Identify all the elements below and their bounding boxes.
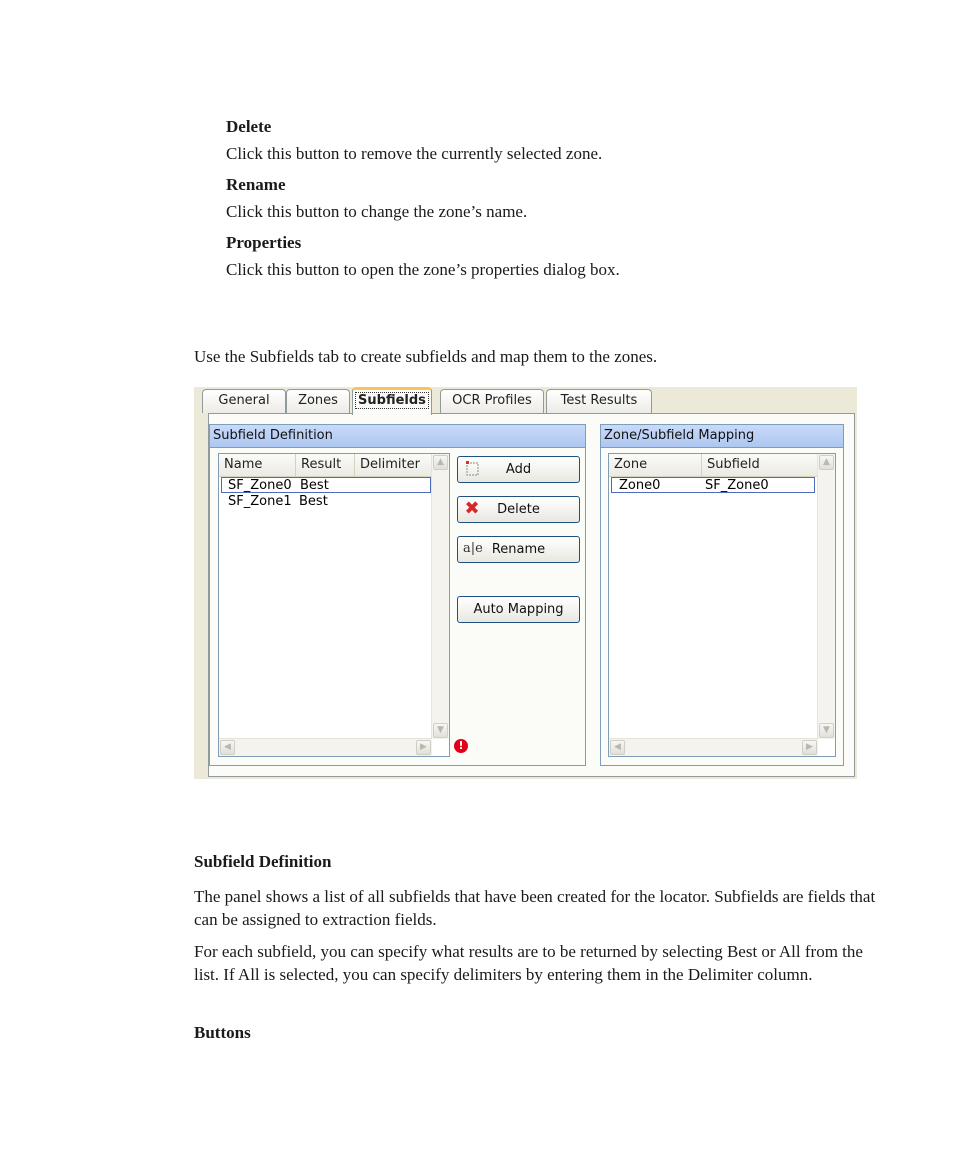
scroll-down-icon[interactable]: ▼: [819, 723, 834, 738]
tab-zones[interactable]: [286, 389, 350, 413]
tab-subfields[interactable]: [352, 387, 432, 415]
auto-mapping-button-label: Auto Mapping: [473, 602, 564, 617]
desc-properties: Click this button to open the zone’s properties dialog box.: [226, 260, 620, 279]
mapping-list-header: [609, 454, 819, 477]
tab-general-label: General: [218, 393, 270, 408]
rename-button[interactable]: [457, 536, 580, 563]
term-delete: Delete: [226, 117, 272, 136]
subfields-dialog: [194, 387, 857, 779]
desc-delete: Click this button to remove the currently selected zone.: [226, 144, 603, 163]
paragraph-2: For each subfield, you can specify what results are to be returned by selecting Best or All from the list. If All is selected, you can specify delimiters by entering them in the Delimiter column.: [194, 942, 863, 984]
subfield-row[interactable]: [221, 494, 431, 510]
scroll-up-icon[interactable]: ▲: [819, 455, 834, 470]
col-result[interactable]: Result: [296, 454, 355, 476]
red-x-icon: ✖: [464, 498, 480, 519]
tab-ocr-profiles-label: OCR Profiles: [452, 393, 532, 408]
error-icon: !: [454, 739, 468, 753]
subfield-horizontal-scrollbar[interactable]: [219, 738, 432, 756]
subfield-definition-panel: [209, 424, 586, 766]
delete-button[interactable]: [457, 496, 580, 523]
subfield-name: SF_Zone0: [228, 478, 292, 493]
scroll-left-icon[interactable]: ◀: [220, 740, 235, 755]
desc-rename: Click this button to change the zone’s name.: [226, 202, 528, 221]
scroll-right-icon[interactable]: ▶: [802, 740, 817, 755]
buttons-heading: Buttons: [194, 1023, 251, 1042]
scroll-up-icon[interactable]: ▲: [433, 455, 448, 470]
tab-zones-label: Zones: [298, 393, 338, 408]
subfield-list-header: [219, 454, 433, 477]
scroll-left-icon[interactable]: ◀: [610, 740, 625, 755]
tab-test-results-label: Test Results: [560, 393, 638, 408]
col-zone[interactable]: Zone: [609, 454, 702, 476]
mapping-row[interactable]: [611, 477, 815, 493]
tab-test-results[interactable]: [546, 389, 652, 413]
add-button[interactable]: [457, 456, 580, 483]
mapping-vertical-scrollbar[interactable]: [817, 454, 835, 739]
subfield-name: SF_Zone1: [228, 494, 292, 509]
mapping-list[interactable]: [608, 453, 836, 757]
tab-page: [208, 413, 855, 777]
zone-subfield-mapping-title: Zone/Subfield Mapping: [601, 425, 843, 448]
subfield-list[interactable]: [218, 453, 450, 757]
rename-button-label: Rename: [491, 542, 546, 557]
paragraph-1: The panel shows a list of all subfields that have been created for the locator. Subfields are fields that can be assigned to extraction fields.: [194, 887, 876, 929]
add-button-label: Add: [505, 462, 532, 477]
col-delimiter[interactable]: Delimiter: [360, 457, 420, 472]
add-document-icon: [463, 460, 481, 478]
term-properties: Properties: [226, 233, 302, 252]
col-subfield[interactable]: Subfield: [707, 457, 760, 472]
zone-subfield-mapping-panel: [600, 424, 844, 766]
intro-text: Use the Subfields tab to create subfields and map them to the zones.: [194, 347, 658, 366]
section-heading: Subfield Definition: [194, 852, 332, 871]
subfield-result: Best: [299, 494, 328, 509]
subfield-vertical-scrollbar[interactable]: [431, 454, 449, 739]
tab-ocr-profiles[interactable]: [440, 389, 544, 413]
subfield-definition-title: Subfield Definition: [210, 425, 585, 448]
term-rename: Rename: [226, 175, 286, 194]
tab-general[interactable]: [202, 389, 286, 413]
mapping-subfield: SF_Zone0: [705, 478, 769, 493]
rename-text-icon: a|e: [463, 541, 483, 556]
scroll-down-icon[interactable]: ▼: [433, 723, 448, 738]
delete-button-label: Delete: [497, 502, 540, 517]
auto-mapping-button[interactable]: [457, 596, 580, 623]
subfield-row[interactable]: [221, 477, 431, 493]
mapping-horizontal-scrollbar[interactable]: [609, 738, 818, 756]
col-name[interactable]: Name: [219, 454, 296, 476]
mapping-zone: Zone0: [619, 478, 661, 493]
scroll-right-icon[interactable]: ▶: [416, 740, 431, 755]
subfield-result: Best: [300, 478, 329, 493]
tab-subfields-label: Subfields: [355, 392, 429, 409]
